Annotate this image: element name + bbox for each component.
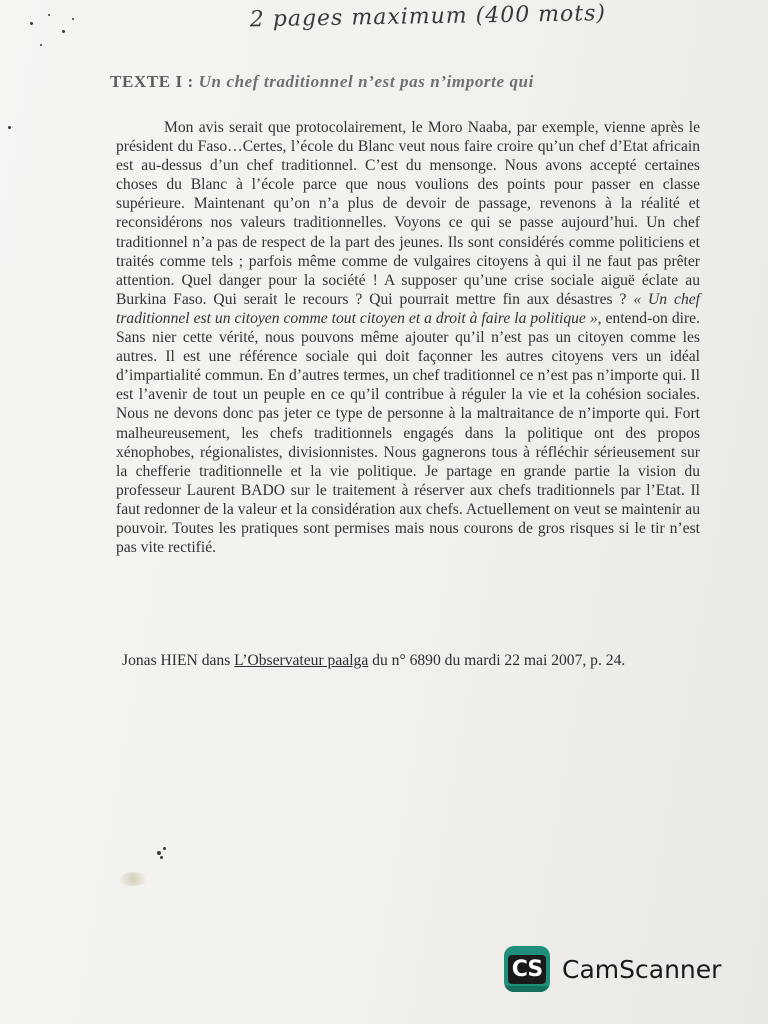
body-paragraph: [116, 118, 700, 557]
title-text: Un chef traditionnel n’est pas n’importe qui: [198, 72, 534, 91]
source-author: Jonas HIEN dans: [122, 652, 235, 669]
source-citation: [122, 652, 722, 670]
scan-speck: [62, 30, 65, 33]
camscanner-logo-text: CS: [508, 955, 546, 984]
scan-speck: [157, 851, 161, 855]
scan-speck: [48, 14, 50, 16]
camscanner-watermark: [504, 945, 721, 993]
document-title: [110, 72, 670, 92]
scan-speck: [8, 126, 11, 129]
paragraph-part-after-quote: , entend-on dire. Sans nier cette vérité, nous pouvons même ajouter qu’il n’est pas un citoyen comme les autres. Il est une référence sociale qui doit façonner les autres citoyens vers un idéal d’impartialité commun. En d’autres termes, un chef traditionnel ce n’est pas n’importe qui. Il est l’avenir de tout un peuple en ce qu’il contribue à réguler la vie et la cohésion sociales. Nous ne devons donc pas jeter ce type de personne à la maltraitance de n’importe qui. Fort malheureusement, les chefs traditionnels engagés dans la politique ont des propos xénophobes, régionalistes, divisionnistes. Nous gagnerons tous à réfléchir sérieusement sur la chefferie traditionnelle et la vie politique. Je partage en grande partie la vision du professeur Laurent BADO sur le traitement à réserver aux chefs traditionnels par l’Etat. Il faut redonner de la valeur et la considération aux chefs. Actuellement on veut se maintenir au pouvoir. Toutes les pratiques sont permises mais nous courons de gros risques si le tir n’est pas vite rectifié.: [116, 309, 700, 557]
camscanner-name: CamScanner: [562, 954, 722, 984]
title-lead: TEXTE I :: [110, 72, 194, 91]
paragraph-part-before-quote: Mon avis serait que protocolairement, le Moro Naaba, par exemple, vienne après le président du Faso…Certes, l’école du Blanc veut nous faire croire qu’un chef d’Etat africain est au-dessus d’un chef traditionnel. C’est du mensonge. Nous avons accepté certaines choses du Blanc à l’école parce que nous voulions des points pour passer en classe supérieure. Maintenant qu’on n’a plus de devoir de passage, revenons à la réalité et reconsidérons nos valeurs traditionnelles. Voyons ce qui se passe aujourd’hui. Un chef traditionnel n’a pas de respect de la part des jeunes. Ils sont considérés comme politiciens et traités comme tels ; parfois même comme de vulgaires citoyens à qui il ne faut pas prêter attention. Quel danger pour la société ! A supposer qu’une crise sociale aiguë éclate au Burkina Faso. Qui serait le recours ? Qui pourrait mettre fin aux désastres ?: [116, 119, 700, 308]
scan-speck: [163, 847, 166, 850]
scan-speck: [72, 18, 74, 20]
scan-speck: [160, 856, 163, 859]
handwritten-note: 2 pages maximum (400 mots): [249, 1, 607, 33]
quoted-statement: « Un chef traditionnel est un citoyen comme tout citoyen et a droit à faire la politique »: [116, 290, 700, 327]
scan-smudge: [120, 872, 146, 886]
camscanner-logo-icon: [504, 946, 550, 992]
source-newspaper: L’Observateur paalga: [234, 652, 369, 669]
scan-speck: [30, 22, 33, 25]
scan-speck: [40, 44, 42, 46]
source-details: du n° 6890 du mardi 22 mai 2007, p. 24.: [368, 652, 626, 669]
